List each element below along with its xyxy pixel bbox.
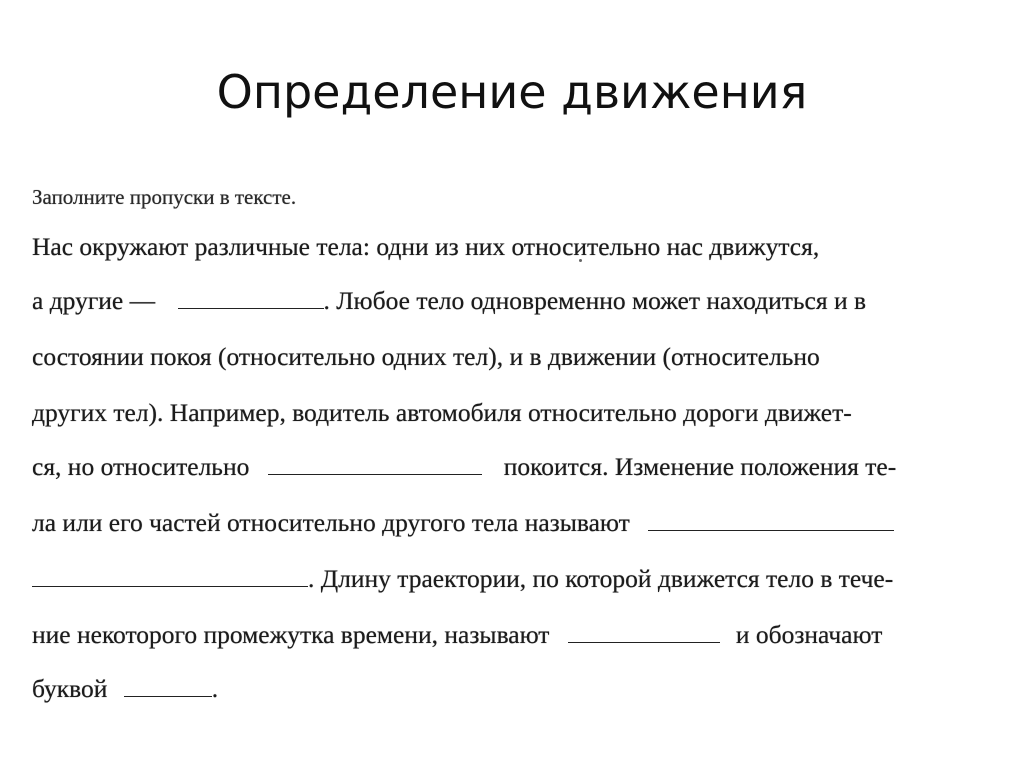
text-fragment: а другие — [32, 286, 156, 315]
text-line-5 [32, 447, 896, 487]
text-fragment: покоится. Изменение положения те- [503, 452, 897, 481]
scanned-text-block [26, 165, 1008, 715]
text-line-2 [32, 281, 866, 321]
text-fragment: буквой [32, 674, 108, 703]
blank-field[interactable] [568, 616, 720, 643]
text-line-7 [32, 559, 893, 599]
blank-field[interactable] [32, 560, 308, 587]
blank-field[interactable] [268, 448, 482, 475]
text-fragment: . Длину траектории, по которой движется тело в тече- [308, 564, 894, 593]
text-fragment: ся, но относительно [32, 452, 250, 481]
text-line-9 [32, 669, 218, 709]
text-fragment: ла или его частей относительно другого тела называют [32, 508, 630, 537]
text-line-3: состоянии покоя (относительно одних тел), и в движении (относительно [32, 342, 820, 371]
blank-field[interactable] [124, 670, 212, 697]
blank-field[interactable] [648, 504, 894, 531]
text-fragment: и обозначают [735, 620, 883, 649]
instruction-text: Заполните пропуски в тексте. [32, 185, 297, 209]
text-fragment: . Любое тело одновременно может находиться и в [323, 286, 867, 315]
text-line-8 [32, 615, 882, 655]
slide-title: Определение движения [216, 65, 808, 119]
text-line-4: других тел). Например, водитель автомобиля относительно дороги движет- [32, 398, 852, 427]
blank-field[interactable] [178, 282, 324, 309]
text-line-6 [32, 503, 894, 543]
text-line-1: Нас окружают различные тела: одни из них относительно нас движутся, [32, 232, 820, 261]
text-fragment: . [211, 674, 219, 703]
text-fragment: ние некоторого промежутка времени, называют [32, 620, 550, 649]
